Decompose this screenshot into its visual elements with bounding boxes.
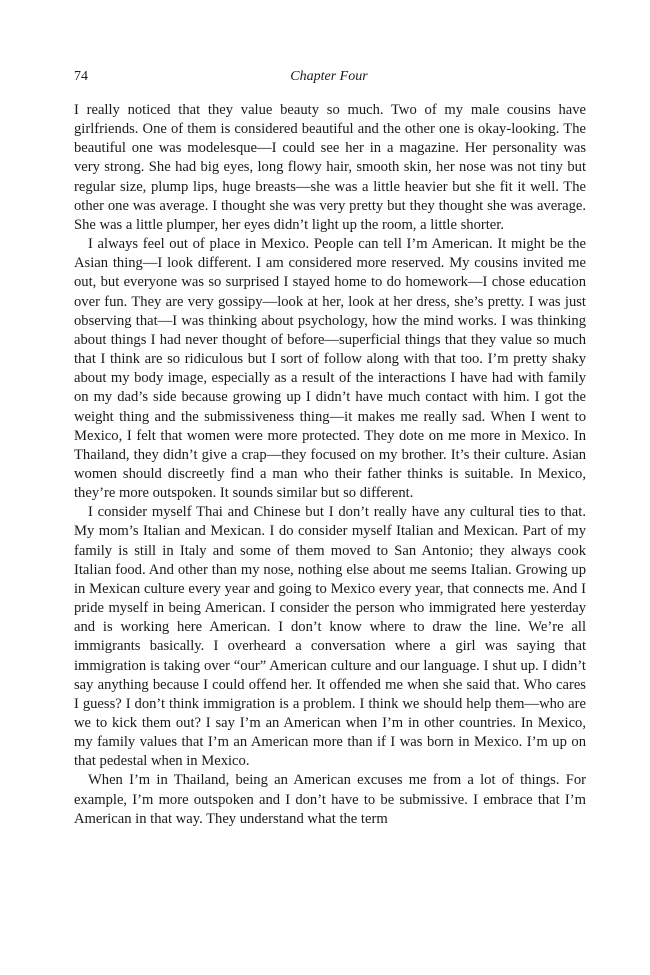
paragraph-1: I really noticed that they value beauty so much. Two of my male cousins have girlfriends. One of them is considered beautiful and the other one is okay-looking. The beautiful one was modelesque—I could see her in a magazine. Her personality was very strong. She had big eyes, long flowy hair, smooth skin, her nose was not tiny but regular size, plump lips, huge breasts—she was a little heavier but she fit it well. The other one was average. I thought she was very pretty but they thought she was average. She was a little plumper, her eyes didn’t light up the room, a little shorter. — [74, 102, 586, 233]
body-text — [74, 101, 586, 829]
paragraph-3: I consider myself Thai and Chinese but I don’t really have any cultural ties to that. My mom’s Italian and Mexican. I do consider myself Italian and Mexican. Part of my family is still in Italy and some of them moved to San Antonio; they always cook Italian food. And other than my nose, nothing else about me seems Italian. Growing up in Mexican culture every year and going to Mexico every year, that connects me. And I pride myself in being American. I consider the person who immigrated here yesterday and is working here American. I don’t know where to draw the line. We’re all immigrants basically. I overheard a conversation where a girl was saying that immigration is taking over “our” American culture and our language. I shut up. I didn’t say anything because I could offend her. It offended me when she said that. Who cares I guess? I don’t think immigration is a problem. I think we should help them—who are we to kick them out? I say I’m an American when I’m in other countries. In Mexico, my family values that I’m an American more than if I was born in Mexico. I’m up on that pedestal when in Mexico. — [74, 504, 586, 770]
paragraph-2: I always feel out of place in Mexico. People can tell I’m American. It might be the Asian thing—I look different. I am considered more reserved. My cousins invited me out, but everyone was so surprised I stayed home to do homework—I chose education over fun. They are very gossipy—look at her, look at her dress, she’s pretty. I was just observing that—I was thinking about psychology, how the mind works. I was thinking about things I had never thought of before—superficial things that they value so much that I think are so ridiculous but I sort of follow along with that too. I’m pretty shaky about my body image, especially as a result of the interactions I have had with family on my dad’s side because growing up I didn’t have much contact with him. I got the weight thing and the submissiveness thing—it makes me really sad. When I went to Mexico, I felt that women were more protected. They dote on me more in Mexico. In Thailand, they didn’t give a crap—they focused on my brother. It’s their culture. Asian women should discreetly find a man who their father thinks is suitable. In Mexico, they’re more outspoken. It sounds similar but so different. — [74, 236, 586, 502]
running-head: Chapter Four — [290, 69, 368, 84]
page-number: 74 — [74, 69, 88, 84]
page-header — [74, 69, 584, 89]
paragraph-4: When I’m in Thailand, being an American excuses me from a lot of things. For example, I’m more outspoken and I don’t have to be submissive. I embrace that I’m American in that way. They understand what the term — [74, 772, 586, 827]
